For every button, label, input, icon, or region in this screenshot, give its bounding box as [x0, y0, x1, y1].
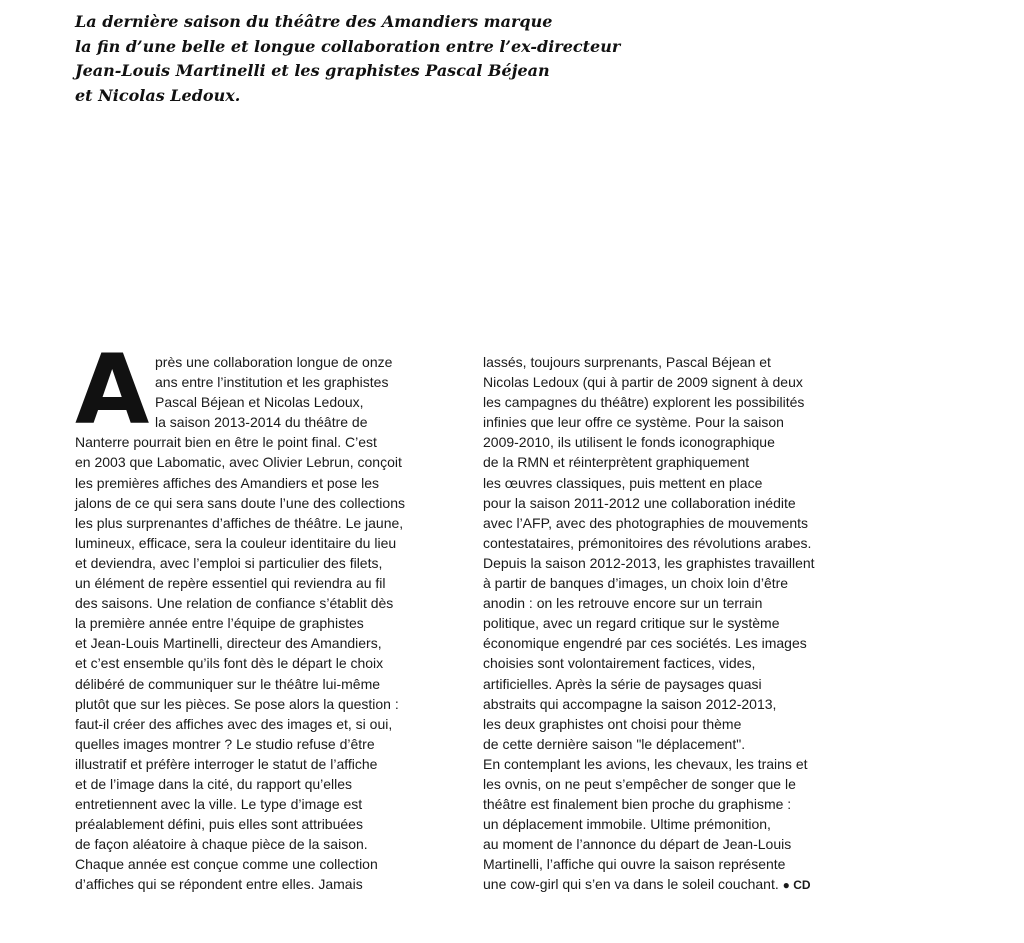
intro-line: la fin d’une belle et longue collaboration entre l’ex-directeur [75, 36, 621, 56]
text-line: les œuvres classiques, puis mettent en place [483, 474, 763, 491]
text-line: les premières affiches des Amandiers et pose les [75, 474, 380, 491]
text-line: délibéré de communiquer sur le théâtre lui-même [75, 675, 381, 692]
text-line: les plus surprenantes d’affiches de théâtre. Le jaune, [75, 514, 404, 531]
text-line: 2009-2010, ils utilisent le fonds iconographique [483, 434, 775, 451]
text-line: et Jean-Louis Martinelli, directeur des Amandiers, [75, 635, 382, 652]
text-line: et c’est ensemble qu’ils font dès le départ le choix [75, 655, 384, 672]
text-line: les campagnes du théâtre) explorent les possibilités [483, 394, 805, 411]
text-line: et deviendra, avec l’emploi si particulier des filets, [75, 554, 383, 571]
text-line: Chaque année est conçue comme une collection [75, 856, 378, 873]
text-line: politique, avec un regard critique sur le système [483, 615, 780, 632]
text-line: plutôt que sur les pièces. Se pose alors la question : [75, 695, 399, 712]
text-line: Nicolas Ledoux (qui à partir de 2009 signent à deux [483, 374, 803, 391]
text-line: les deux graphistes ont choisi pour thème [483, 715, 742, 732]
text-line: théâtre est finalement bien proche du graphisme : [483, 796, 792, 813]
text-line: entretiennent avec la ville. Le type d’image est [75, 796, 363, 813]
text-line: choisies sont volontairement factices, vides, [483, 655, 756, 672]
intro-paragraph [75, 10, 635, 108]
text-line: jalons de ce qui sera sans doute l’une des collections [75, 494, 405, 511]
text-line: Martinelli, l’affiche qui ouvre la saison représente [483, 856, 786, 873]
text-line: d’affiches qui se répondent entre elles. Jamais [75, 876, 363, 893]
text-line: artificielles. Après la série de paysages quasi [483, 675, 762, 692]
intro-line: et Nicolas Ledoux. [75, 85, 241, 105]
last-text-line [483, 874, 893, 895]
text-line: les ovnis, on ne peut s’empêcher de songer que le [483, 775, 796, 792]
text-line: lassés, toujours surprenants, Pascal Béjean et [483, 354, 771, 370]
text-line: préalablement défini, puis elles sont attribuées [75, 816, 363, 833]
text-line: la saison 2013-2014 du théâtre de [155, 414, 368, 431]
text-line: Depuis la saison 2012-2013, les graphistes travaillent [483, 554, 815, 571]
text-line: contestataires, prémonitoires des révolutions arabes. [483, 534, 812, 551]
text-line: près une collaboration longue de onze [155, 354, 393, 370]
text-line: la première année entre l’équipe de graphistes [75, 615, 364, 632]
text-line: de cette dernière saison "le déplacement". [483, 735, 746, 752]
intro-line: Jean-Louis Martinelli et les graphistes Pascal Béjean [75, 61, 550, 80]
text-line: au moment de l’annonce du départ de Jean-Louis [483, 836, 792, 853]
text-line-content: une cow-girl qui s’en va dans le soleil couchant. [483, 876, 779, 893]
text-line: à partir de banques d’images, un choix loin d’être [483, 575, 789, 592]
text-line: ans entre l’institution et les graphistes [155, 374, 389, 391]
text-line: illustratif et préfère interroger le statut de l’affiche [75, 755, 378, 772]
text-line: infinies que leur offre ce système. Pour la saison [483, 414, 784, 431]
article-column-2 [483, 352, 893, 896]
text-line: lumineux, efficace, sera la couleur identitaire du lieu [75, 534, 397, 551]
text-line: avec l’AFP, avec des photographies de mouvements [483, 514, 809, 531]
text-line: de façon aléatoire à chaque pièce de la saison. [75, 836, 368, 853]
text-line: Nanterre pourrait bien en être le point final. C’est [75, 434, 377, 451]
text-line: Pascal Béjean et Nicolas Ledoux, [155, 394, 364, 411]
author-signoff: ● CD [782, 878, 811, 893]
text-line: en 2003 que Labomatic, avec Olivier Lebrun, conçoit [75, 454, 402, 471]
text-line: En contemplant les avions, les chevaux, les trains et [483, 755, 808, 772]
intro-line: La dernière saison du théâtre des Amandiers marque [75, 12, 553, 31]
text-line: anodin : on les retrouve encore sur un terrain [483, 595, 763, 612]
text-line: abstraits qui accompagne la saison 2012-2013, [483, 695, 777, 712]
drop-cap: A [75, 334, 148, 446]
text-line: de la RMN et réinterprètent graphiquement [483, 454, 750, 471]
text-line: pour la saison 2011-2012 une collaboration inédite [483, 494, 796, 511]
text-line: un déplacement immobile. Ultime prémonition, [483, 816, 771, 833]
text-line: des saisons. Une relation de confiance s’établit dès [75, 595, 394, 612]
article-column-1 [75, 334, 475, 895]
text-line: et de l’image dans la cité, du rapport qu’elles [75, 775, 353, 792]
text-line: un élément de repère essentiel qui reviendra au fil [75, 575, 386, 592]
text-line: faut-il créer des affiches avec des images et, si oui, [75, 715, 393, 732]
text-line: économique engendré par ces sociétés. Les images [483, 635, 807, 652]
text-line: quelles images montrer ? Le studio refuse d’être [75, 735, 375, 752]
